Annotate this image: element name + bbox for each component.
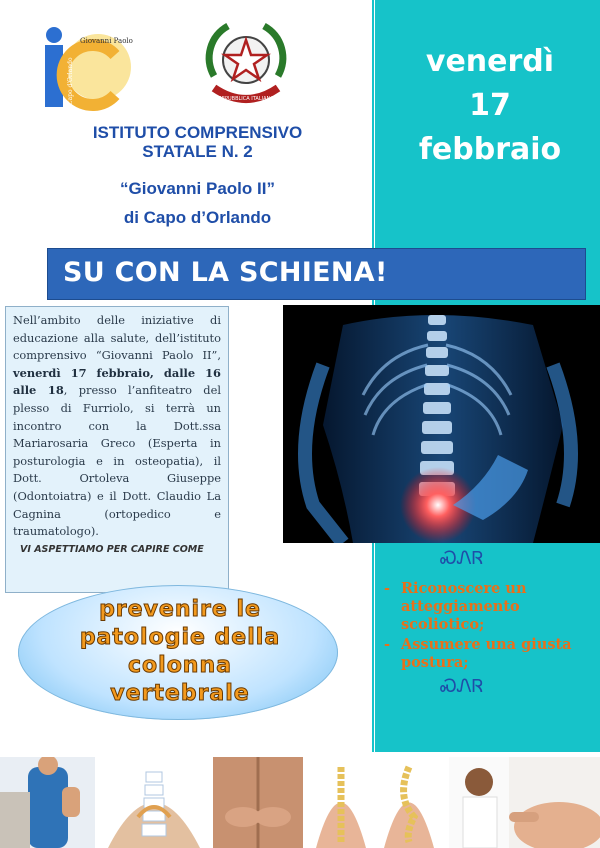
lower-back-photo — [213, 757, 303, 848]
school-logo — [40, 25, 135, 113]
back-pain-photo — [0, 757, 95, 848]
school-city: di Capo d’Orlando — [123, 208, 272, 227]
spine-xray-photo — [98, 757, 210, 848]
ornament-top: ᏍᏁᏒ — [440, 548, 484, 569]
description-datetime: venerdì 17 febbraio, dalle 16 alle 18 — [13, 365, 221, 398]
callout-text — [40, 596, 320, 708]
school-name-line2: STATALE N. 2 — [142, 142, 253, 161]
logo-lettering: Giovanni Paolo II — [80, 37, 135, 45]
svg-text:REPUBBLICA ITALIANA: REPUBBLICA ITALIANA — [218, 96, 274, 102]
svg-text:Capo d'Orlando: Capo d'Orlando — [67, 57, 74, 105]
goal-item: - Riconoscere un atteggiamento scoliotico; — [382, 580, 597, 634]
school-title: “Giovanni Paolo II” — [120, 179, 275, 198]
banner-title: SU CON LA SCHIENA! — [63, 257, 388, 288]
callout-line2: patologie della — [79, 625, 281, 650]
doctor-exam-photo — [449, 757, 600, 848]
italian-republic-emblem — [200, 18, 292, 110]
callout-line4: vertebrale — [110, 681, 250, 706]
date-weekday: venerdì — [425, 44, 555, 79]
goal-item: - Assumere una giusta postura; — [382, 636, 597, 672]
date-day: 17 — [469, 88, 511, 123]
school-name — [20, 123, 375, 161]
callout-line3: colonna — [128, 653, 232, 678]
spine-photo — [283, 305, 600, 543]
date-month: febbraio — [418, 132, 562, 167]
description-text — [13, 312, 221, 541]
invite-text: VI ASPETTIAMO PER CAPIRE COME — [20, 544, 204, 555]
callout-line1: prevenire le — [99, 597, 261, 622]
scoliosis-comparison-photo — [306, 757, 446, 848]
event-date — [380, 40, 600, 172]
school-name-line1: ISTITUTO COMPRENSIVO — [92, 123, 303, 142]
goals-list — [382, 580, 597, 674]
description-details: , presso l’anfiteatro del plesso di Furriolo, si terrà un incontro con la Dott.ssa Mariarosaria Greco (Esperta in posturologia e in osteopatia), il Dott. Ortoleva Giuseppe (Odontoiatra) e il Dott. Claudio La Cagnina (ortopedico e traumatologo). — [13, 383, 221, 539]
ornament-bottom: ᏍᏁᏒ — [440, 676, 484, 697]
description-intro: Nell’ambito delle iniziative di educazione alla salute, dell’istituto comprensivo “Giovanni Paolo II”, — [13, 313, 221, 363]
